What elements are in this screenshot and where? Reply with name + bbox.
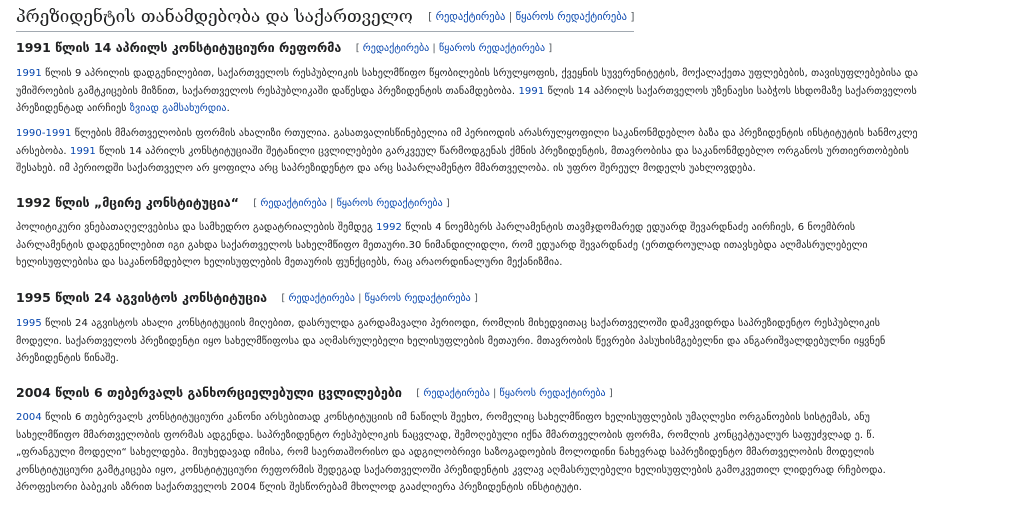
text-segment: ხელისუფლებისა და საკანონმდებლო ხელისუფლების მეთაურის ფუნქციებს, რაც არაორდინალური მექანიზმია. <box>16 257 563 268</box>
inline-link[interactable]: 1995 <box>16 318 42 329</box>
section-heading-text: 1995 წლის 24 აგვისტოს კონსტიტუცია <box>16 290 268 305</box>
text-segment: არსებობა. <box>16 145 70 157</box>
paragraph <box>16 219 868 272</box>
edit-link[interactable]: რედაქტირება <box>435 11 506 23</box>
text-segment: კონსტიტუციური გამტკიცება იყო, კონსტიტუციური რეფორმის შედეგად საქართველოში პრეზიდენტის კვლავ აღმასრულებელი ხელისუფლების გამოკვეთილ ლიდერად რჩებოდა. <box>16 464 886 476</box>
inline-link[interactable]: 1991 <box>16 68 42 79</box>
inline-link[interactable]: ზვიად გამსახურდია <box>129 103 227 114</box>
text-segment: . <box>226 103 230 114</box>
source-edit-link[interactable]: წყაროს რედაქტირება <box>499 388 606 399</box>
text-segment: წლის 14 აპრილს საქართველოს უზენაესი საბჭოს სხდომაზე საქართველოს <box>544 85 917 97</box>
edit-links: [ რედაქტირება | წყაროს რედაქტირება ] <box>416 388 613 399</box>
inline-link[interactable]: 1990-1991 <box>16 128 72 139</box>
source-edit-link[interactable]: წყაროს რედაქტირება <box>364 293 471 304</box>
edit-link[interactable]: რედაქტირება <box>362 43 430 54</box>
section-heading-text: 1991 წლის 14 აპრილს კონსტიტუციური რეფორმა <box>16 40 342 55</box>
text-segment: წლის 14 აპრილს კონსტიტუციაში შეტანილი ცვლილებები გარკვეულ წარმოდგენას ქმნის პრეზიდენტის, მთავრობისა და საკანონმდებლო ორგანოს ურთიერთობების <box>95 145 909 157</box>
edit-links: [ რედაქტირება | წყაროს რედაქტირება ] <box>253 198 450 209</box>
text-segment: პრეზიდენტის წინაშე. <box>16 353 119 364</box>
text-segment: წლის 4 ნოემბერს პარლამენტის თავმჯდომარედ ედუარდ შევარდნაძე აირჩიეს, 6 ნოემბრის <box>402 222 856 233</box>
paragraph <box>16 409 886 497</box>
source-edit-link[interactable]: წყაროს რედაქტირება <box>336 198 443 209</box>
text-segment: წლების მმართველობის ფორმის ახალიზი რთულია. გასათვალისწინებელია იმ პერიოდის არასრულყოფილი საკანონმდებლო ბაზა და პრეზიდენტის ინსტიტუტის ხანმოკლე <box>71 128 918 139</box>
text-segment: პოლიტიკური ვნებათაღელვებისა და სამხედრო გადატრიალების შემდეგ <box>16 222 377 233</box>
text-segment: შესახებ. იმ პერიოდში საქართველო არ ყოფილა არც საპრეზიდენტო და არც საპარლამენტო მმართველობა. ის უფრო შერეულ მოდელს უახლოვდება. <box>16 163 756 174</box>
edit-links: [ რედაქტირება | წყაროს რედაქტირება ] <box>355 43 553 54</box>
text-segment: წლის 9 აპრილის დადგენილებით, საქართველოს რესპუბლიკის სახელმწიფო წყობილების სრულყოფის, ქვეყნის სუვერენიტეტის, მოქალაქეთა უფლებების, თავისუფლებებისა და <box>41 68 919 79</box>
text-segment: უმიშროების გამტკიცების მიზნით, საქართველოს რესპუბლიკაში დაწესდა პრეზიდენტის თანამდებობა. <box>16 85 519 97</box>
section-heading-text: 1992 წლის „მცირე კონსტიტუცია“ <box>16 195 239 210</box>
inline-link[interactable]: 1991 <box>518 85 545 97</box>
paragraph <box>16 65 918 118</box>
section-heading-1991 <box>16 39 552 58</box>
section-heading-2004 <box>16 384 613 403</box>
paragraph <box>16 125 918 178</box>
text-segment: მოდელი. საქართველოს პრეზიდენტი იყო სახელმწიფოსა და აღმასრულებელი ხელისუფლების მეთაური. მთავრობის წევრები პასუხისმგებელნი და ანგარიშვალდებულნი იყვნენ <box>16 335 886 347</box>
text-segment: წლის 6 თებერვალს კონსტიტუციური კანონი არსებითად კონსტიტუციის იმ ნაწილს შეეხო, რომელიც სახელმწიფო ხელისუფლების უმაღლესი ორგანოების სისტემას, ანუ <box>41 412 870 423</box>
text-segment: პროფესორი ბაბეკის აზრით საქართველოს 2004 წლის შესწორებამ მხოლოდ გააძლიერა პრეზიდენტის ინსტიტუტი. <box>16 482 583 493</box>
edit-link[interactable]: რედაქტირება <box>288 293 355 304</box>
text-segment: წლის 24 აგვისტოს ახალი კონსტიტუციის მიღებით, დასრულდა გარდამავალი პერიოდი, რომლის მიხედვითაც საქართველოში დამკვიდრდა საპრეზიდენტო რესპუბლიკის <box>41 318 881 329</box>
source-edit-link[interactable]: წყაროს რედაქტირება <box>515 11 627 23</box>
edit-links: [ რედაქტირება | წყაროს რედაქტირება ] <box>428 11 635 23</box>
edit-links: [ რედაქტირება | წყაროს რედაქტირება ] <box>281 293 478 304</box>
page-title <box>16 6 634 32</box>
paragraph <box>16 315 885 368</box>
inline-link[interactable]: 2004 <box>16 412 42 423</box>
section-heading-1992 <box>16 194 450 213</box>
page-title-text: პრეზიდენტის თანამდებობა და საქართველო <box>16 7 413 27</box>
text-segment: სახელმწიფო მმართველობის ფორმას ადგენდა. საპრეზიდენტო რესპუბლიკის ნაცვლად, შემოღებული იქნა მმართველობის ფორმა, რომლის კონცეპტუალურ საფუძვლად ე. წ. <box>16 429 875 441</box>
edit-link[interactable]: რედაქტირება <box>423 388 490 399</box>
edit-link[interactable]: რედაქტირება <box>260 198 327 209</box>
inline-link[interactable]: 1991 <box>70 145 96 157</box>
source-edit-link[interactable]: წყაროს რედაქტირება <box>438 43 546 54</box>
section-heading-1995 <box>16 289 478 308</box>
inline-link[interactable]: 1992 <box>376 222 403 233</box>
text-segment: პრეზიდენტად აირჩიეს <box>16 103 130 114</box>
text-segment: „ფრანგული მოდელი“ სახელდება. მიუხედავად იმისა, რომ საერთაშორისო და ადგილობრივი საზოგადოების მოლოდინი ნახევრად საპრეზიდენტო მმართველობის მოდელის <box>16 447 875 458</box>
section-heading-text: 2004 წლის 6 თებერვალს განხორციელებული ცვლილებები <box>16 385 402 400</box>
text-segment: პარლამენტის დადგენილებით იგი გახდა საქართველოს სახელმწიფო მეთაური.30 ნიმანდილიდლი, რომ ედუარდ შევარდნაძე (ერთდროულად ითავსებდა ალმასრულებელი <box>16 239 868 251</box>
